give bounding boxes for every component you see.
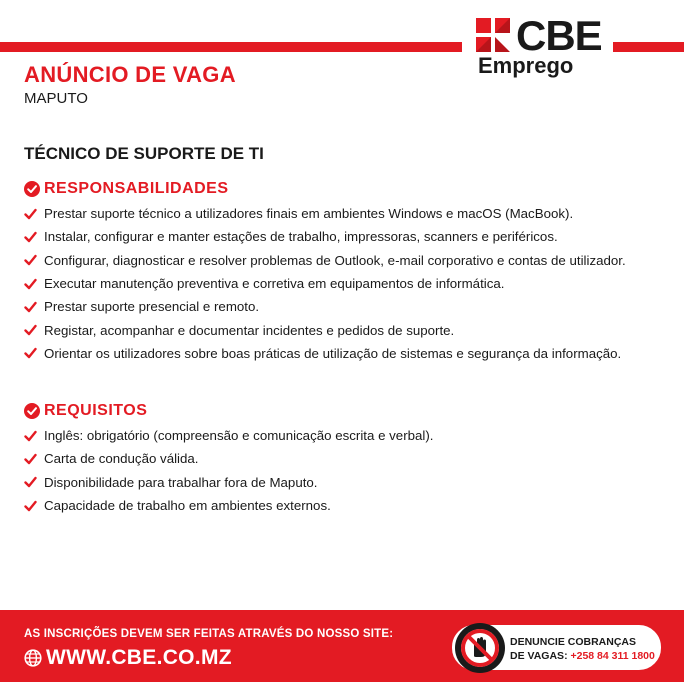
checkmark-icon	[24, 476, 37, 488]
report-line-1: DENUNCIE COBRANÇAS	[510, 636, 637, 648]
checkmark-icon	[24, 500, 37, 512]
list-item-text: Disponibilidade para trabalhar fora de Maputo.	[44, 474, 318, 490]
checkmark-icon	[24, 278, 37, 290]
website-link[interactable]	[24, 646, 232, 670]
logo-subtitle: Emprego	[478, 53, 574, 78]
list-item-text: Orientar os utilizadores sobre boas práticas de utilização de sistemas e segurança da informação.	[44, 345, 622, 361]
checkmark-icon	[24, 347, 37, 359]
list-item-text: Prestar suporte presencial e remoto.	[44, 299, 260, 315]
announcement-city: MAPUTO	[24, 90, 88, 107]
responsibilities-header	[24, 178, 626, 200]
job-title: TÉCNICO DE SUPORTE DE TI	[24, 144, 264, 163]
responsibilities-section	[24, 178, 626, 365]
globe-icon	[24, 649, 42, 667]
checkmark-icon	[24, 208, 37, 220]
checkmark-icon	[24, 254, 37, 266]
cbe-logo-mark-icon	[476, 18, 510, 52]
cbe-logo	[476, 14, 608, 80]
checkmark-icon	[24, 301, 37, 313]
list-item	[24, 272, 626, 295]
website-text: WWW.CBE.CO.MZ	[46, 646, 232, 669]
logo-title: CBE	[516, 12, 602, 59]
list-item	[24, 318, 626, 341]
checkmark-icon	[24, 430, 37, 442]
list-item	[24, 342, 626, 365]
check-circle-icon	[24, 181, 40, 197]
top-red-bar-right	[613, 42, 684, 52]
responsibilities-list	[24, 202, 626, 365]
checkmark-icon	[24, 453, 37, 465]
report-line-2-prefix: DE VAGAS:	[510, 650, 568, 662]
list-item	[24, 494, 434, 517]
announcement-title: ANÚNCIO DE VAGA	[24, 62, 236, 87]
top-red-bar-left	[0, 42, 462, 52]
list-item-text: Executar manutenção preventiva e corretiva em equipamentos de informática.	[44, 276, 505, 292]
list-item-text: Inglês: obrigatório (compreensão e comunicação escrita e verbal).	[44, 428, 434, 444]
responsibilities-heading: RESPONSABILIDADES	[44, 180, 229, 197]
stop-hand-icon	[454, 622, 506, 674]
list-item-text: Configurar, diagnosticar e resolver problemas de Outlook, e-mail corporativo e contas de utilizador.	[44, 252, 626, 268]
list-item-text: Instalar, configurar e manter estações de trabalho, impressoras, scanners e periféricos.	[44, 229, 558, 245]
footer-note: AS INSCRIÇÕES DEVEM SER FEITAS ATRAVÉS DO NOSSO SITE:	[24, 628, 394, 640]
requirements-heading: REQUISITOS	[44, 402, 148, 419]
list-item	[24, 424, 434, 447]
list-item-text: Carta de condução válida.	[44, 451, 199, 467]
list-item	[24, 471, 434, 494]
footer-banner	[0, 610, 684, 682]
list-item-text: Capacidade de trabalho em ambientes externos.	[44, 498, 331, 514]
list-item	[24, 202, 626, 225]
list-item	[24, 295, 626, 318]
list-item	[24, 249, 626, 272]
check-circle-icon	[24, 403, 40, 419]
list-item	[24, 447, 434, 470]
requirements-header	[24, 400, 434, 422]
report-box	[452, 625, 661, 670]
report-phone[interactable]: +258 84 311 1800	[570, 650, 655, 662]
list-item-text: Registar, acompanhar e documentar incidentes e pedidos de suporte.	[44, 322, 455, 338]
requirements-section	[24, 400, 434, 517]
list-item	[24, 225, 626, 248]
checkmark-icon	[24, 324, 37, 336]
checkmark-icon	[24, 231, 37, 243]
list-item-text: Prestar suporte técnico a utilizadores finais em ambientes Windows e macOS (MacBook).	[44, 206, 574, 222]
requirements-list	[24, 424, 434, 517]
report-line-2	[510, 650, 655, 662]
